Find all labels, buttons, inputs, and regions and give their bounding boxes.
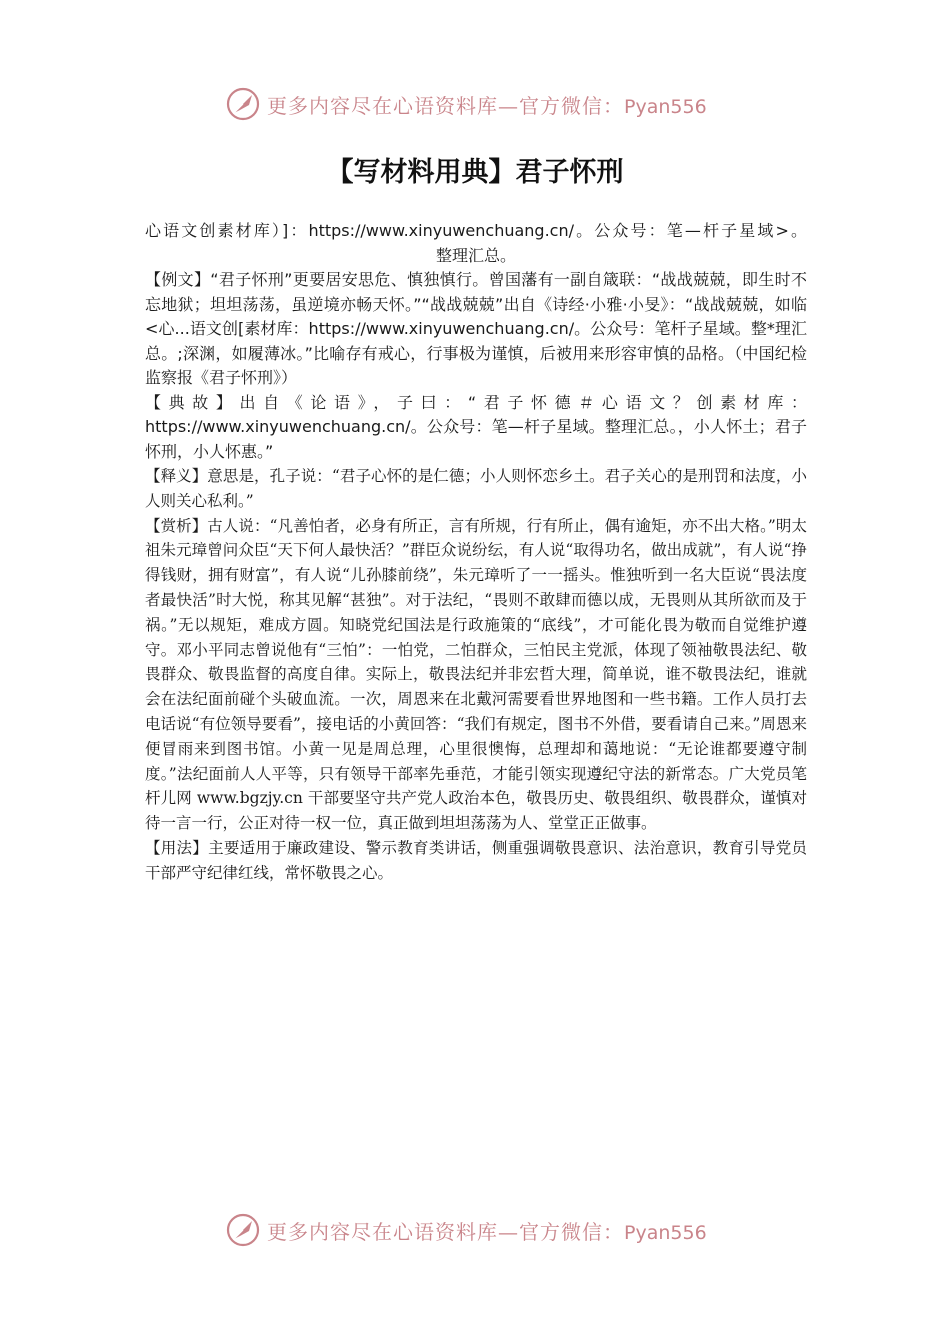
quill-logo-icon — [225, 1212, 261, 1248]
usage-paragraph: 【用法】主要适用于廉政建设、警示教育类讲话，侧重强调敬畏意识、法治意识，教育引导党员干部严守纪律红线，常怀敬畏之心。 — [145, 838, 807, 882]
header-watermark — [225, 84, 725, 124]
quill-logo-icon — [225, 86, 261, 122]
explanation-paragraph: 【释义】意思是，孔子说：“君子心怀的是仁德；小人则怀恋乡土。君子关心的是刑罚和法度，小人则关心私利。” — [145, 467, 807, 510]
watermark-brand: 更多内容尽在心语资料库—官方微信： — [267, 1219, 624, 1244]
source-paragraph: 【典故】出自《论语》，子曰：“君子怀德＃心语文？创素材库：https://www.xinyuwenchuang.cn/。公众号：笔—杆子星域。整理汇总。，小人怀土；君子怀刑，小人怀惠。” — [145, 392, 807, 461]
watermark-text — [267, 90, 707, 119]
watermark-wechat-id: Pyan556 — [624, 95, 707, 118]
watermark-wechat-id: Pyan556 — [624, 1221, 707, 1244]
page-title: 【写材料用典】君子怀刑 — [326, 157, 624, 188]
intro-line-1: 心语文创素材库）]：https://www.xinyuwenchuang.cn/。公众号：笔—杆子星域>。 — [145, 221, 807, 240]
intro-line-2: 整理汇总。 — [435, 245, 516, 265]
analysis-paragraph: 【赏析】古人说：“凡善怕者，必身有所正，言有所规，行有所止，偶有逾矩，亦不出大格。”明太祖朱元璋曾问众臣“天下何人最快活？”群臣众说纷纭，有人说“取得功名，做出成就”，有人说“挣得钱财，拥有财富”，有人说“儿孙膝前绕”，朱元璋听了一一摇头。惟独听到一名大臣说“畏法度者最快活”时大悦，称其见解“甚独”。对于法纪，“畏则不敢肆而德以成，无畏则从其所欲而及于祸。”无以规矩，难成方圆。知晓党纪国法是行政施策的“底线”，才可能化畏为敬而自觉维护遵守。邓小平同志曾说他有“三怕”：一怕党，二怕群众，三怕民主党派，体现了领袖敬畏法纪、敬畏群众、敬畏监督的高度自律。实际上，敬畏法纪并非宏哲大理，简单说，谁不敬畏法纪，谁就会在法纪面前碰个头破血流。一次，周恩来在北戴河需要看世界地图和一些书籍。工作人员打去电话说“有位领导要看”，接电话的小黄回答：“我们有规定，图书不外借，要看请自己来。”周恩来便冒雨来到图书馆。小黄一见是周总理，心里很懊悔，总理却和蔼地说：“无论谁都要遵守制度。”法纪面前人人平等，只有领导干部率先垂范，才能引领实现遵纪守法的新常态。广大党员笔杆儿网 www.bgzjy.cn 干部要坚守共产党人政治本色，敬畏历史、敬畏组织、敬畏群众，谨慎对待一言一行，公正对待一权一位，真正做到坦坦荡荡为人、堂堂正正做事。 — [145, 516, 807, 833]
document-body — [145, 219, 807, 886]
watermark-brand: 更多内容尽在心语资料库—官方微信： — [267, 93, 624, 118]
watermark-text — [267, 1216, 707, 1245]
footer-watermark — [225, 1210, 725, 1250]
example-paragraph: 【例文】“君子怀刑”更要居安思危、慎独慎行。曾国藩有一副自箴联：“战战兢兢，即生时不忘地狱；坦坦荡荡，虽逆境亦畅天怀。”“战战兢兢”出自《诗经·小雅·小旻》：“战战兢兢，如临<心...语文创[素材库：https://www.xinyuwenchuang.cn/。公众号：笔杆子星域。整*理汇总。;深渊，如履薄冰。”比喻存有戒心，行事极为谨慎，后被用来形容审慎的品格。（中国纪检监察报《君子怀刑》） — [145, 270, 807, 387]
